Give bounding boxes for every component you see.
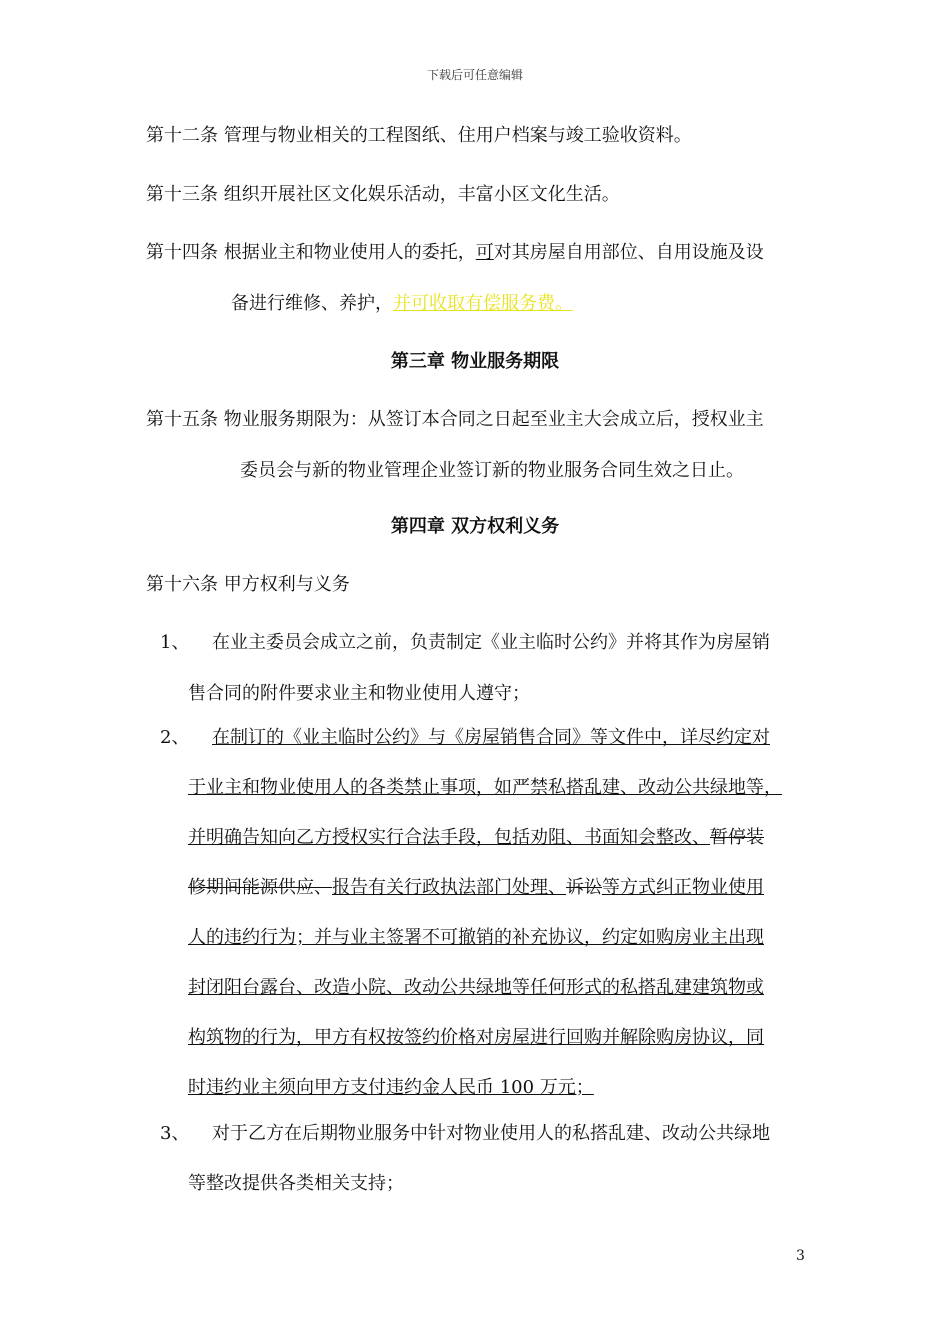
item-2-line-4 — [188, 876, 764, 900]
chapter-4-title: 第四章 双方权利义务 — [390, 516, 560, 537]
chapter-3-title: 第三章 物业服务期限 — [390, 351, 560, 372]
article-14-line-1 — [146, 241, 764, 265]
item-3-line-2: 等整改提供各类相关支持； — [188, 1173, 404, 1194]
article-12: 第十二条 管理与物业相关的工程图纸、住用户档案与竣工验收资料。 — [146, 125, 692, 146]
item-2-line-3 — [188, 826, 764, 850]
item-2-strikethrough-text: 暂停装 — [710, 827, 764, 848]
article-15-line-2: 委员会与新的物业管理企业签订新的物业服务合同生效之日止。 — [240, 460, 744, 481]
item-3-number: 3、 — [160, 1123, 190, 1144]
article-14-text: 第十四条 根据业主和物业使用人的委托， — [146, 242, 476, 263]
item-2-line-7: 构筑物的行为，甲方有权按签约价格对房屋进行回购并解除购房协议，同 — [188, 1027, 764, 1048]
page-number: 3 — [796, 1248, 805, 1264]
item-3-line-1: 对于乙方在后期物业服务中针对物业使用人的私搭乱建、改动公共绿地 — [212, 1123, 770, 1144]
item-2-line-1: 在制订的《业主临时公约》与《房屋销售合同》等文件中，详尽约定对 — [212, 727, 770, 748]
page-header: 下载后可任意编辑 — [426, 68, 523, 82]
item-1-number: 1、 — [160, 632, 190, 653]
highlighted-period: 。 — [555, 293, 573, 314]
article-14-text-cont: 对其房屋自用部位、自用设施及设 — [493, 242, 764, 263]
article-14-line-2 — [231, 292, 573, 316]
highlighted-fee-text: 并可收取有偿服务费 — [393, 293, 555, 314]
article-14-underlined: 可 — [475, 242, 494, 263]
item-1-line-2: 售合同的附件要求业主和物业使用人遵守； — [188, 683, 530, 704]
item-2-line-8: 时违约业主须向甲方支付违约金人民币 100 万元； — [188, 1077, 594, 1098]
item-2-line-2: 于业主和物业使用人的各类禁止事项，如严禁私搭乱建、改动公共绿地等， — [188, 777, 782, 798]
item-2-line-6: 封闭阳台露台、改造小院、改动公共绿地等任何形式的私搭乱建建筑物或 — [188, 977, 764, 998]
article-15-line-1: 第十五条 物业服务期限为：从签订本合同之日起至业主大会成立后，授权业主 — [146, 409, 764, 430]
item-2-underlined-text-2: 报告有关行政执法部门处理、 — [332, 877, 566, 898]
item-2-strikethrough-text-3: 诉讼 — [566, 877, 602, 898]
article-14-text-2: 备进行维修、养护， — [231, 293, 393, 314]
item-1-line-1: 在业主委员会成立之前，负责制定《业主临时公约》并将其作为房屋销 — [212, 632, 770, 653]
item-2-line-5: 人的违约行为；并与业主签署不可撤销的补充协议，约定如购房业主出现 — [188, 927, 764, 948]
article-13: 第十三条 组织开展社区文化娱乐活动，丰富小区文化生活。 — [146, 184, 620, 205]
item-2-strikethrough-text-2: 修期间能源供应、 — [188, 877, 332, 898]
item-2-underlined-text-3: 等方式纠正物业使用 — [602, 877, 764, 898]
item-2-underlined-text: 并明确告知向乙方授权实行合法手段，包括劝阻、书面知会整改、 — [188, 827, 710, 848]
article-16: 第十六条 甲方权利与义务 — [146, 574, 350, 595]
item-2-number: 2、 — [160, 727, 190, 748]
